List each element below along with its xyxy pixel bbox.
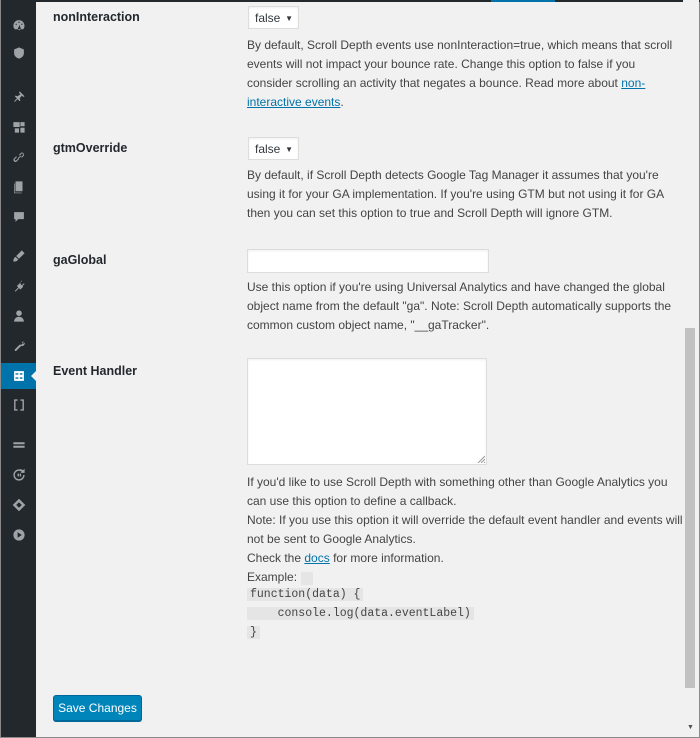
dashboard-icon[interactable] [1, 14, 36, 36]
code-line-3: } [247, 623, 260, 640]
check-pre: Check the [247, 551, 305, 565]
nonInteraction-description-end: . [340, 95, 344, 109]
nonInteraction-value: false [255, 11, 281, 25]
appearance-icon[interactable] [1, 245, 36, 267]
scrollbar-thumb[interactable] [685, 328, 695, 688]
example-label: Example: [247, 568, 687, 588]
code-line-1: function(data) { [247, 585, 363, 602]
scroll-down-icon[interactable]: ▼ [687, 724, 694, 731]
docs-link[interactable]: docs [304, 551, 330, 565]
chevron-down-icon: ▼ [285, 145, 293, 154]
refresh-icon[interactable] [1, 464, 36, 486]
diamond-icon[interactable] [1, 494, 36, 516]
settings-icon[interactable] [1, 363, 36, 389]
nonInteraction-description-text: By default, Scroll Depth events use nonInteraction=true, which means that scroll events will not impact your bounce rate. Change this option to false if you consider scrolling an activity that negates a bounce. Read more about [247, 38, 673, 90]
chevron-down-icon: ▼ [285, 14, 293, 23]
gaGlobal-input[interactable] [247, 249, 489, 273]
gtmOverride-value: false [255, 142, 281, 156]
brackets-icon[interactable] [1, 394, 36, 416]
event-handler-label: Event Handler [53, 364, 138, 378]
event-handler-desc-2: Note: If you use this option it will override the default event handler and events will not be sent to Google Analytics. [247, 513, 683, 546]
link-icon[interactable] [1, 146, 36, 168]
event-handler-description [247, 473, 687, 588]
gaGlobal-label: gaGlobal [53, 253, 107, 267]
event-handler-check [247, 549, 687, 568]
non-interactive-events-link[interactable]: non-interactive events [247, 76, 646, 109]
active-indicator [31, 370, 37, 382]
media-icon[interactable] [1, 116, 36, 138]
gtmOverride-select[interactable] [248, 137, 299, 160]
resize-grip-icon[interactable] [477, 455, 485, 463]
example-code-spacer [301, 572, 313, 585]
gtmOverride-description: By default, if Scroll Depth detects Google Tag Manager it assumes that you're using it for your GA implementation. If you're using GTM but not using it for GA then you can set this option to true and Scroll Depth will ignore GTM. [247, 168, 664, 220]
play-icon[interactable] [1, 524, 36, 546]
pages-icon[interactable] [1, 176, 36, 198]
pin-icon[interactable] [1, 86, 36, 108]
gtmOverride-label: gtmOverride [53, 141, 128, 155]
code-line-2: console.log(data.eventLabel) [247, 604, 474, 621]
admin-sidebar [1, 0, 36, 737]
plugins-icon[interactable] [1, 275, 36, 297]
shield-icon[interactable] [1, 42, 36, 64]
gaGlobal-description: Use this option if you're using Universal Analytics and have changed the global object name from the default "ga". Note: Scroll Depth automatically supports the common custom object name, "__gaTracker". [247, 280, 672, 332]
event-handler-textarea[interactable] [247, 358, 487, 465]
users-icon[interactable] [1, 305, 36, 327]
event-handler-desc-1: If you'd like to use Scroll Depth with something other than Google Analytics you can use this option to define a callback. [247, 475, 668, 508]
top-bar-highlight [491, 0, 555, 2]
comments-icon[interactable] [1, 206, 36, 228]
top-bar [36, 0, 700, 2]
bar-icon[interactable] [1, 434, 36, 456]
tools-icon[interactable] [1, 335, 36, 357]
nonInteraction-label: nonInteraction [53, 10, 140, 24]
nonInteraction-description [247, 36, 677, 112]
save-changes-button[interactable]: Save Changes [53, 695, 142, 721]
check-post: for more information. [329, 551, 444, 565]
nonInteraction-select[interactable] [248, 6, 299, 29]
